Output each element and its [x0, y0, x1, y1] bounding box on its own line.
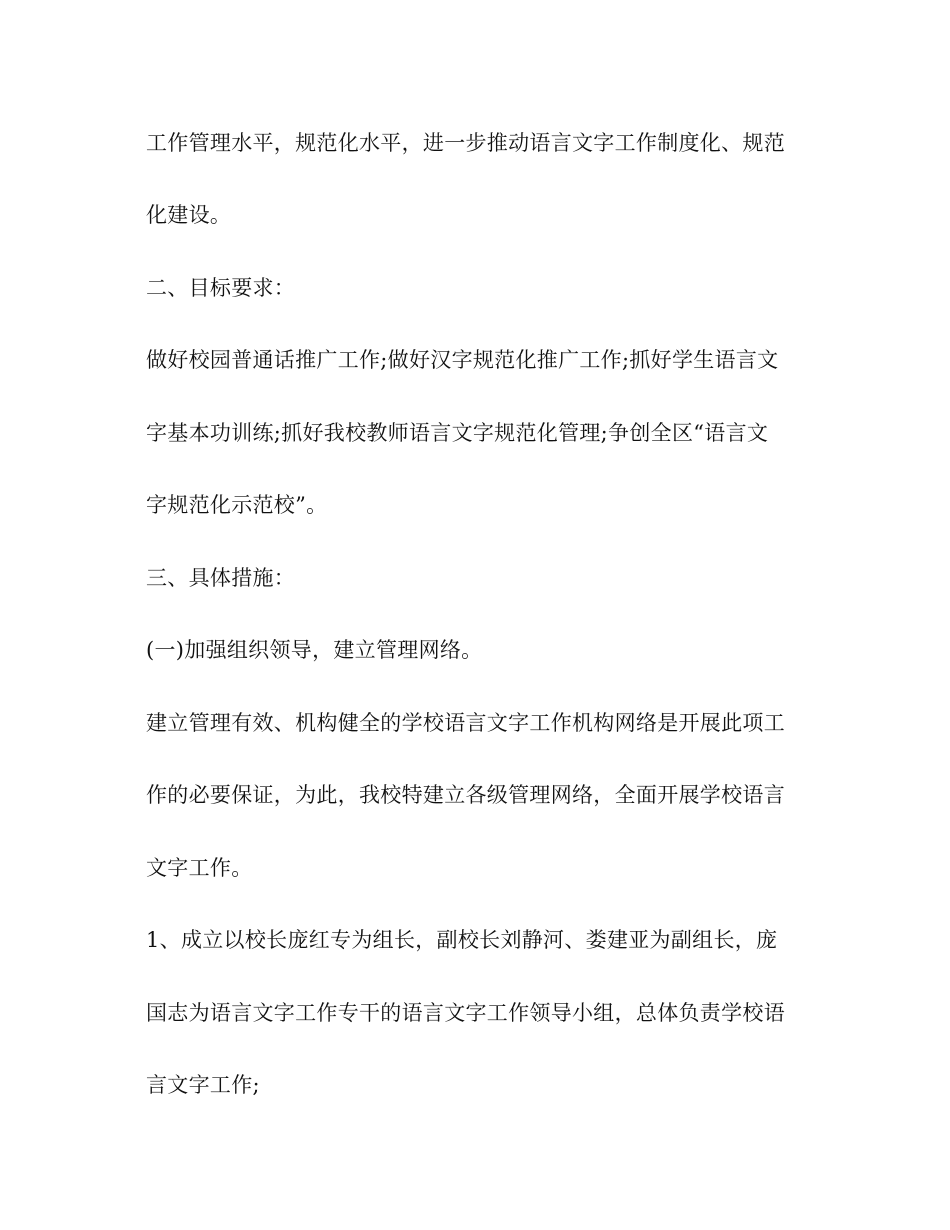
paragraph-line-12: 1、成立以校长庞红专为组长，副校长刘静河、娄建亚为副组长，庞 — [146, 928, 778, 952]
paragraph-line-2: 化建设。 — [146, 203, 232, 227]
paragraph-line-9: 建立管理有效、机构健全的学校语言文字工作机构网络是开展此项工 — [146, 711, 785, 735]
section-heading-measures: 三、具体措施： — [146, 566, 296, 590]
paragraph-line-6: 字规范化示范校”。 — [146, 493, 328, 517]
paragraph-line-4: 做好校园普通话推广工作;做好汉字规范化推广工作;抓好学生语言文 — [146, 348, 779, 372]
paragraph-line-5: 字基本功训练;抓好我校教师语言文字规范化管理;争创全区“语言文 — [146, 421, 769, 445]
paragraph-line-11: 文字工作。 — [146, 856, 253, 880]
section-heading-goals: 二、目标要求： — [146, 276, 296, 300]
subsection-heading-1: (一)加强组织领导，建立管理网络。 — [146, 638, 483, 662]
paragraph-line-13: 国志为语言文字工作专干的语言文字工作领导小组，总体负责学校语 — [146, 1001, 785, 1025]
paragraph-line-1: 工作管理水平，规范化水平，进一步推动语言文字工作制度化、规范 — [146, 131, 785, 155]
paragraph-line-14: 言文字工作; — [146, 1073, 260, 1097]
paragraph-line-10: 作的必要保证，为此，我校特建立各级管理网络，全面开展学校语言 — [146, 783, 785, 807]
